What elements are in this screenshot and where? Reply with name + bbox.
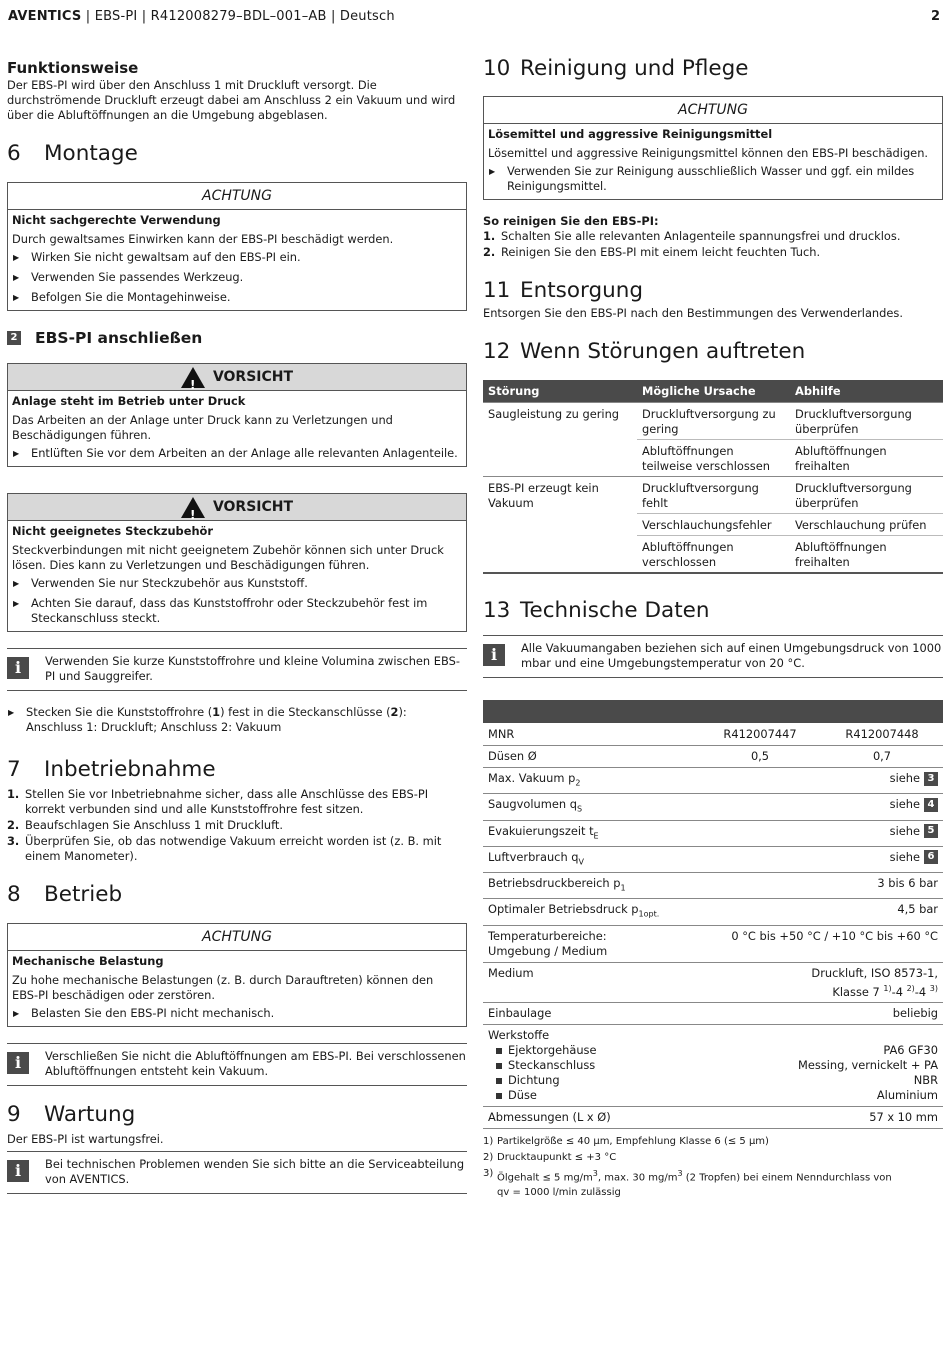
table-row: Medium Druckluft, ISO 8573-1, Klasse 7 $^{1)}$-4 $^{2)}$-4 $^{3)}$ bbox=[483, 962, 943, 1003]
info-text: Bei technischen Problemen wenden Sie sich bitte an die Serviceabteilung von AVENTICS. bbox=[45, 1157, 465, 1186]
notice-header: ACHTUNG bbox=[8, 924, 466, 951]
entsorgung-text: Entsorgen Sie den EBS-PI nach den Bestimmungen des Verwenderlandes. bbox=[483, 306, 903, 320]
list-item: ▶ Achten Sie darauf, dass das Kunststoffrohr oder Steckzubehör fest im Steckanschluss steckt. bbox=[13, 596, 428, 625]
notice-title: Mechanische Belastung bbox=[12, 954, 164, 968]
notice-box-betrieb bbox=[7, 923, 467, 1027]
warning-box-druck bbox=[7, 363, 467, 467]
section-11-heading: 11 Entsorgung bbox=[483, 278, 644, 303]
footnote: 1) Partikelgröße ≤ 40 µm, Empfehlung Klasse 6 (≤ 5 µm) bbox=[483, 1136, 769, 1148]
tech-data-table bbox=[483, 700, 943, 1129]
list-item: ▶ Entlüften Sie vor dem Arbeiten an der Anlage alle relevanten Anlagenteile. bbox=[13, 446, 458, 460]
brand-name: AVENTICS bbox=[8, 9, 82, 24]
info-text: Verschließen Sie nicht die Abluftöffnungen am EBS-PI. Bei verschlossenen Abluftöffnungen entsteht kein Vakuum. bbox=[45, 1049, 466, 1078]
doc-ref: | EBS-PI | R412008279–BDL–001–AB | Deutsch bbox=[81, 9, 395, 24]
warning-title: Nicht geeignetes Steckzubehör bbox=[12, 524, 213, 538]
left-column bbox=[7, 56, 467, 1194]
info-text: Alle Vakuumangaben beziehen sich auf einen Umgebungsdruck von 1000 mbar und eine Umgebungstemperatur von 20 °C. bbox=[521, 641, 942, 670]
list-item: 2. Beaufschlagen Sie Anschluss 1 mit Druckluft. bbox=[7, 818, 284, 832]
column-header: Mögliche Ursache bbox=[637, 380, 790, 403]
section-7-heading: 7 Inbetriebnahme bbox=[7, 757, 216, 782]
notice-box-montage bbox=[7, 182, 467, 311]
table-row: MNR R412007447 R412007448 bbox=[483, 724, 943, 746]
figure-number-badge: 2 bbox=[7, 331, 21, 345]
table-row: Abluftöffnungen verschlossen Abluftöffnungen freihalten bbox=[483, 536, 943, 574]
table-row: Saugvolumen $q_S$ siehe 4 bbox=[483, 794, 943, 820]
table-row: Saugleistung zu gering Druckluftversorgung zu gering Druckluftversorgung überprüfen bbox=[483, 403, 943, 440]
list-item: ▶ Verwenden Sie zur Reinigung ausschließlich Wasser und ggf. ein mildes Reinigungsmittel. bbox=[489, 164, 915, 193]
table-row: Luftverbrauch $q_V$ siehe 6 bbox=[483, 846, 943, 872]
info-box bbox=[483, 635, 943, 678]
info-icon: i bbox=[483, 644, 505, 666]
warning-title: Anlage steht im Betrieb unter Druck bbox=[12, 394, 246, 408]
figure-ref-badge: 6 bbox=[924, 850, 938, 864]
table-row: Abmessungen (L x Ø) 57 x 10 mm bbox=[483, 1107, 943, 1129]
column-header: Abhilfe bbox=[790, 380, 943, 403]
subsection-heading: 2 EBS-PI anschließen bbox=[7, 329, 467, 347]
warning-text: Das Arbeiten an der Anlage unter Druck kann zu Verletzungen und Beschädigungen führen. bbox=[12, 413, 393, 442]
list-item: ▶ Verwenden Sie passendes Werkzeug. bbox=[13, 270, 244, 284]
list-item: ▶ Befolgen Sie die Montagehinweise. bbox=[13, 290, 231, 304]
material-item: Ejektorgehäuse bbox=[488, 1043, 694, 1058]
table-row: Betriebsdruckbereich $p_1$ 3 bis 6 bar bbox=[483, 873, 943, 899]
page-header bbox=[8, 9, 395, 24]
table-row: Temperaturbereiche: Umgebung / Medium 0 °C bis +50 °C / +10 °C bis +60 °C bbox=[483, 925, 943, 962]
table-header-row bbox=[483, 380, 943, 403]
table-row: Düsen Ø 0,5 0,7 bbox=[483, 746, 943, 768]
warning-icon: ! bbox=[181, 497, 205, 518]
notice-header: ACHTUNG bbox=[8, 183, 466, 210]
info-box bbox=[7, 648, 467, 691]
table-row: EBS-PI erzeugt kein Vakuum Druckluftversorgung fehlt Druckluftversorgung überprüfen bbox=[483, 477, 943, 514]
table-row: Max. Vakuum $p_2$ siehe 3 bbox=[483, 768, 943, 794]
notice-text: Zu hohe mechanische Belastungen (z. B. durch Darauftreten) können den EBS-PI beschädigen oder zerstören. bbox=[12, 973, 434, 1002]
warning-icon: ! bbox=[181, 367, 205, 388]
instruction-step: ▶ Stecken Sie die Kunststoffrohre (1) fest in die Steckanschlüsse (2): Anschluss 1: Druckluft; Anschluss 2: Vakuum bbox=[8, 705, 407, 734]
notice-title: Nicht sachgerechte Verwendung bbox=[12, 213, 221, 227]
list-item: 3. Überprüfen Sie, ob das notwendige Vakuum erreicht worden ist (z. B. mit einem Manometer). bbox=[7, 834, 442, 863]
info-box bbox=[7, 1151, 467, 1194]
table-row: Evakuierungszeit $t_E$ siehe 5 bbox=[483, 820, 943, 846]
table-header-row bbox=[483, 700, 943, 724]
troubleshooting-table bbox=[483, 380, 943, 574]
notice-box-reinigung bbox=[483, 96, 943, 200]
warning-box-steckzubehoer bbox=[7, 493, 467, 632]
footnotes bbox=[483, 1135, 943, 1199]
right-column bbox=[483, 56, 943, 1200]
notice-title: Lösemittel und aggressive Reinigungsmittel bbox=[488, 127, 773, 141]
table-row: Abluftöffnungen teilweise verschlossen Abluftöffnungen freihalten bbox=[483, 440, 943, 477]
list-item: 2. Reinigen Sie den EBS-PI mit einem leicht feuchten Tuch. bbox=[483, 245, 821, 259]
figure-ref-badge: 4 bbox=[924, 798, 938, 812]
notice-text: Durch gewaltsames Einwirken kann der EBS-PI beschädigt werden. bbox=[12, 232, 394, 246]
list-item: 1. Stellen Sie vor Inbetriebnahme sicher, dass alle Anschlüsse des EBS-PI korrekt verbunden sind und alle Kunststoffrohre fest sitzen. bbox=[7, 787, 429, 816]
info-icon: i bbox=[7, 657, 29, 679]
section-10-heading: 10 Reinigung und Pflege bbox=[483, 56, 749, 81]
table-row: Verschlauchungsfehler Verschlauchung prüfen bbox=[483, 514, 943, 536]
figure-ref-badge: 3 bbox=[924, 772, 938, 786]
section-8-heading: 8 Betrieb bbox=[7, 882, 123, 907]
figure-ref-badge: 5 bbox=[924, 824, 938, 838]
footnote: 2) Drucktaupunkt ≤ +3 °C bbox=[483, 1152, 617, 1164]
info-icon: i bbox=[7, 1052, 29, 1074]
table-row: Einbaulage beliebig bbox=[483, 1003, 943, 1025]
list-item: ▶ Belasten Sie den EBS-PI nicht mechanisch. bbox=[13, 1006, 275, 1020]
notice-header: ACHTUNG bbox=[484, 97, 942, 124]
material-item: Düse bbox=[488, 1088, 694, 1103]
warning-header: ! VORSICHT bbox=[8, 494, 466, 521]
section-6-heading: 6 Montage bbox=[7, 141, 138, 166]
list-item: ▶ Wirken Sie nicht gewaltsam auf den EBS-PI ein. bbox=[13, 250, 301, 264]
info-box bbox=[7, 1043, 467, 1086]
page-number: 2 bbox=[930, 9, 940, 24]
footnote: 3) Ölgehalt ≤ 5 $mg/m^3$, max. 30 $mg/m^3$ (2 Tropfen) bei einem Nenndurchlass von qv = 1000 l/min zulässig bbox=[483, 1168, 892, 1198]
warning-text: Steckverbindungen mit nicht geeignetem Zubehör können sich unter Druck lösen. Dies kann zu Verletzungen und Beschädigungen führen. bbox=[12, 543, 444, 572]
section-13-heading: 13 Technische Daten bbox=[483, 598, 710, 623]
info-icon: i bbox=[7, 1160, 29, 1182]
funktion-heading: Funktionsweise bbox=[7, 59, 139, 77]
section-12-heading: 12 Wenn Störungen auftreten bbox=[483, 339, 806, 364]
notice-text: Lösemittel und aggressive Reinigungsmittel können den EBS-PI beschädigen. bbox=[488, 146, 929, 160]
list-item: 1. Schalten Sie alle relevanten Anlagenteile spannungsfrei und drucklos. bbox=[483, 229, 901, 243]
section-9-heading: 9 Wartung bbox=[7, 1102, 136, 1127]
list-item: ▶ Verwenden Sie nur Steckzubehör aus Kunststoff. bbox=[13, 576, 308, 590]
column-header: Störung bbox=[483, 380, 637, 403]
info-text: Verwenden Sie kurze Kunststoffrohre und kleine Volumina zwischen EBS-PI und Sauggreifer. bbox=[45, 654, 460, 683]
material-item: Steckanschluss bbox=[488, 1058, 694, 1073]
warning-header: ! VORSICHT bbox=[8, 364, 466, 391]
table-row: Optimaler Betriebsdruck $p_{1opt.}$ 4,5 bar bbox=[483, 899, 943, 925]
funktion-text: Der EBS-PI wird über den Anschluss 1 mit Druckluft versorgt. Die durchströmende Druckluft erzeugt dabei am Anschluss 2 ein Vakuum und wird über die Abluftöffnungen an die Umgebung abgeblasen. bbox=[7, 78, 456, 122]
howto-heading: So reinigen Sie den EBS-PI: bbox=[483, 214, 659, 228]
material-item: Dichtung bbox=[488, 1073, 694, 1088]
wartung-text: Der EBS-PI ist wartungsfrei. bbox=[7, 1132, 164, 1146]
table-row: Werkstoffe Ejektorgehäuse Steckanschluss Dichtung Düse PA6 GF30 Messing, vernickelt + PA NBR Aluminium bbox=[483, 1025, 943, 1107]
